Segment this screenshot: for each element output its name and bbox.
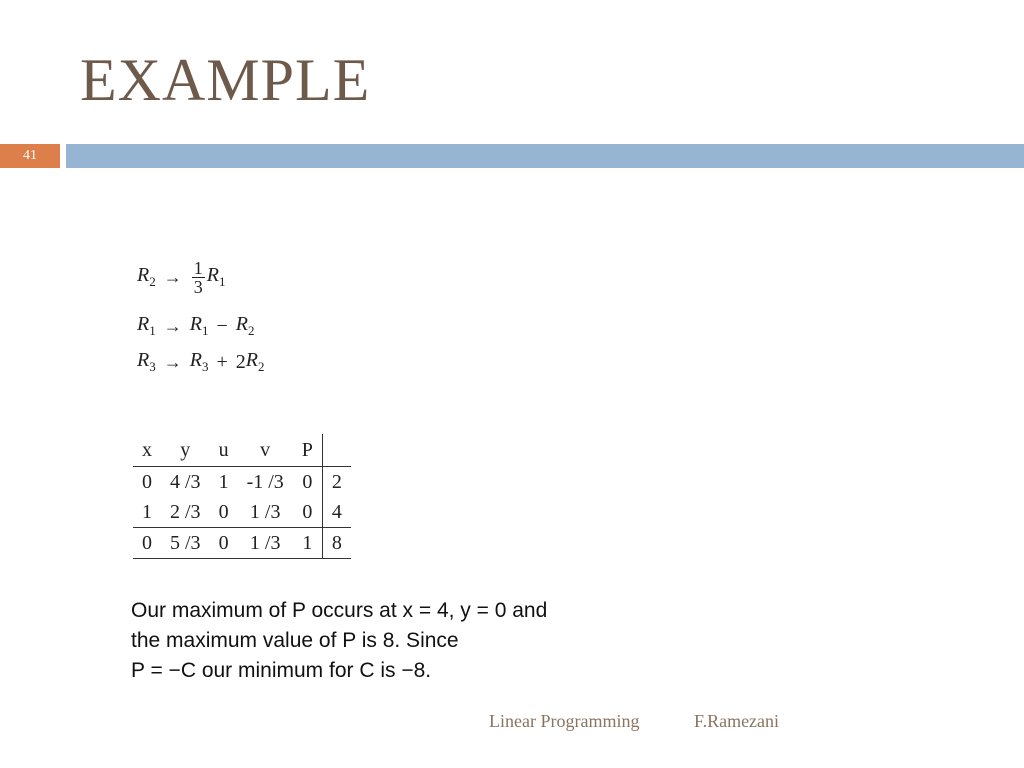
footer-topic: Linear Programming xyxy=(489,711,640,731)
op3-target: $R_3$ xyxy=(137,349,156,374)
op1-rhs: $R_1$ xyxy=(206,264,226,289)
table-cell: 0 xyxy=(302,500,313,523)
minus-operator: − xyxy=(216,314,228,337)
fraction: $\frac{1}{3}$ xyxy=(193,257,203,297)
table-row xyxy=(133,528,351,559)
coefficient: 2 xyxy=(235,350,246,373)
row-operations xyxy=(137,246,264,380)
arrow-icon: → xyxy=(163,266,182,287)
header-cell: v xyxy=(260,438,271,461)
table-cell: 2 /3 xyxy=(170,500,201,523)
table-cell: 4 /3 xyxy=(161,467,210,498)
paragraph-line: P = −C our minimum for C is −8. xyxy=(131,659,432,682)
table-cell: 1 /3 xyxy=(238,528,293,559)
conclusion-paragraph xyxy=(131,596,651,686)
table-cell: 0 xyxy=(210,528,238,559)
table-cell: 8 xyxy=(322,528,351,559)
accent-bar xyxy=(66,144,1024,168)
table-cell: 5 /3 xyxy=(161,528,210,559)
table-row xyxy=(133,497,351,528)
op2-rhs1: $R_1$ xyxy=(189,313,209,338)
table-cell: 1 /3 xyxy=(249,500,281,523)
header-cell: y xyxy=(180,438,191,461)
paragraph-line: Our maximum of P occurs at x = 4, y = 0 and xyxy=(131,599,548,622)
table-cell: 2 xyxy=(322,467,351,498)
table-cell: 1 xyxy=(210,467,238,498)
table-cell: 0 xyxy=(133,467,161,498)
slide-title: EXAMPLE xyxy=(80,47,371,113)
operation-3 xyxy=(137,344,264,380)
operation-1 xyxy=(137,246,264,308)
arrow-icon: → xyxy=(163,351,182,372)
table-header-row xyxy=(133,434,351,467)
footer-author: F.Ramezani xyxy=(694,711,780,731)
header-cell: u xyxy=(218,438,229,461)
op3-rhs1: $R_3$ xyxy=(189,349,209,374)
table-cell: 4 xyxy=(322,497,351,528)
table-cell: -1 /3 xyxy=(238,467,293,498)
table-cell: 1 xyxy=(142,500,152,523)
header-cell: x xyxy=(142,438,152,461)
table-row xyxy=(133,467,351,498)
table-cell: 0 xyxy=(293,467,323,498)
header-cell xyxy=(322,434,351,467)
operation-2 xyxy=(137,308,264,344)
table-cell: 1 xyxy=(293,528,323,559)
arrow-icon: → xyxy=(163,315,182,336)
paragraph-line: the maximum value of P is 8. Since xyxy=(131,629,459,652)
op2-rhs2: $R_2$ xyxy=(235,313,255,338)
table-cell: 0 xyxy=(133,528,161,559)
simplex-tableau xyxy=(133,434,351,559)
header-cell: P xyxy=(301,438,313,461)
op3-rhs2: $R_2$ xyxy=(245,349,265,374)
op1-target: $R_2$ xyxy=(137,264,156,289)
plus-operator: + xyxy=(216,350,228,373)
slide-number: 41 xyxy=(0,144,60,168)
table-cell: 0 xyxy=(218,500,229,523)
op2-target: $R_1$ xyxy=(137,313,156,338)
